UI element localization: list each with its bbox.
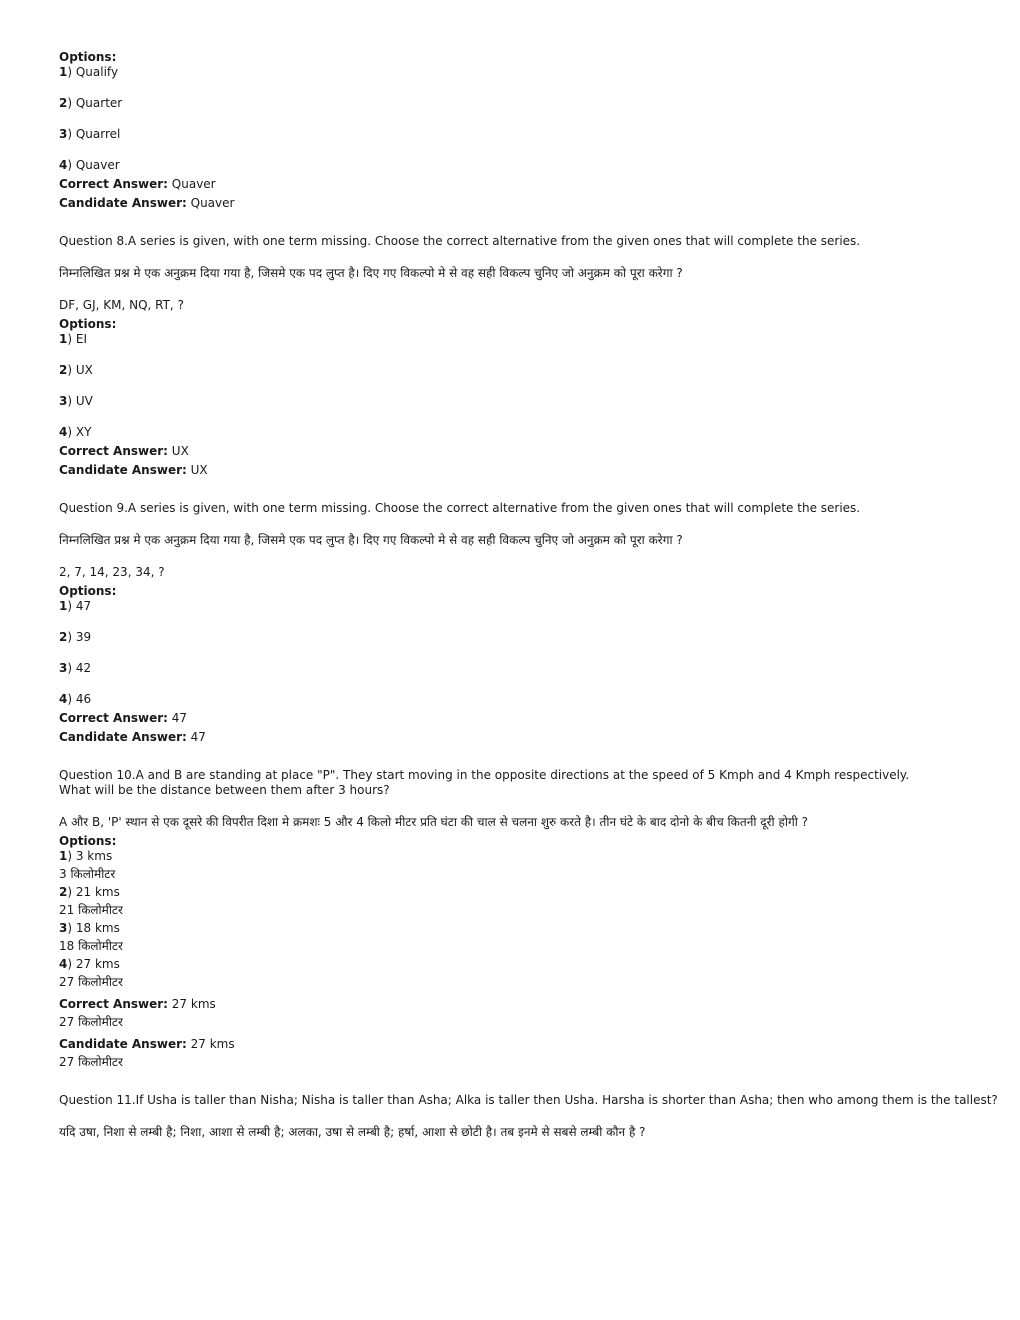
q9-option-2: 2) 39 [59, 630, 92, 644]
q7-candidate-answer: Candidate Answer: Quaver [59, 196, 235, 210]
q8-series: DF, GJ, KM, NQ, RT, ? [59, 298, 184, 312]
q10-correct-answer: Correct Answer: 27 kms [59, 997, 216, 1011]
q9-options-label: Options: [59, 584, 117, 598]
q8-question-hindi: निम्नलिखित प्रश्न मे एक अनुक्रम दिया गया है, जिसमे एक पद लुप्त है। दिए गए विकल्पो मे से वह सही विकल्प चुनिए जो अनुक्रम को पूरा करेगा ? [59, 266, 683, 280]
q10-candidate-answer-hindi: 27 किलोमीटर [59, 1055, 123, 1069]
q8-option-3: 3) UV [59, 394, 93, 408]
q10-correct-answer-hindi: 27 किलोमीटर [59, 1015, 123, 1029]
q11-question-hindi: यदि उषा, निशा से लम्बी है; निशा, आशा से लम्बी है; अलका, उषा से लम्बी है; हर्षा, आशा से छोटी है। तब इनमे से सबसे लम्बी कौन है ? [59, 1125, 646, 1139]
q9-series: 2, 7, 14, 23, 34, ? [59, 565, 165, 579]
q7-option-1: 1) Qualify [59, 65, 119, 79]
q9-candidate-answer: Candidate Answer: 47 [59, 730, 206, 744]
q7-options-label: Options: [59, 50, 117, 64]
q7-option-3: 3) Quarrel [59, 127, 121, 141]
q8-option-1: 1) EI [59, 332, 87, 346]
q10-options-label: Options: [59, 834, 117, 848]
document-page [59, 50, 998, 1140]
q7-correct-answer: Correct Answer: Quaver [59, 177, 216, 191]
q10-candidate-answer: Candidate Answer: 27 kms [59, 1037, 235, 1051]
q8-question: Question 8.A series is given, with one term missing. Choose the correct alternative from the given ones that will complete the series. [59, 234, 861, 248]
q8-option-2: 2) UX [59, 363, 93, 377]
q10-option-3: 3) 18 kms [59, 921, 120, 935]
q10-option-1: 1) 3 kms [59, 849, 113, 863]
q10-option-1-hindi: 3 किलोमीटर [59, 867, 116, 881]
q9-question: Question 9.A series is given, with one term missing. Choose the correct alternative from the given ones that will complete the series. [59, 501, 861, 515]
q8-option-4: 4) XY [59, 425, 92, 439]
q9-question-hindi: निम्नलिखित प्रश्न मे एक अनुक्रम दिया गया है, जिसमे एक पद लुप्त है। दिए गए विकल्पो मे से वह सही विकल्प चुनिए जो अनुक्रम को पूरा करेगा ? [59, 533, 683, 547]
q10-option-4-hindi: 27 किलोमीटर [59, 975, 123, 989]
q10-option-4: 4) 27 kms [59, 957, 120, 971]
q10-question: Question 10.A and B are standing at place "P". They start moving in the opposite directions at the speed of 5 Kmph and 4 Kmph respectively. What will be the distance between them after 3 hours? [59, 768, 910, 797]
q9-option-1: 1) 47 [59, 599, 92, 613]
q11-question: Question 11.If Usha is taller than Nisha; Nisha is taller than Asha; Alka is taller then Usha. Harsha is shorter than Asha; then who among them is the tallest? [59, 1093, 998, 1107]
q9-option-3: 3) 42 [59, 661, 92, 675]
q10-option-2-hindi: 21 किलोमीटर [59, 903, 123, 917]
q8-options-label: Options: [59, 317, 117, 331]
q10-option-3-hindi: 18 किलोमीटर [59, 939, 123, 953]
q10-question-hindi: A और B, 'P' स्थान से एक दूसरे की विपरीत दिशा मे क्रमशः 5 और 4 किलो मीटर प्रति घंटा की चाल से चलना शुरु करते है। तीन घंटे के बाद दोनो के बीच कितनी दूरी होगी ? [59, 815, 809, 829]
q9-option-4: 4) 46 [59, 692, 92, 706]
q8-candidate-answer: Candidate Answer: UX [59, 463, 208, 477]
q8-correct-answer: Correct Answer: UX [59, 444, 189, 458]
q9-correct-answer: Correct Answer: 47 [59, 711, 188, 725]
q7-option-2: 2) Quarter [59, 96, 123, 110]
q10-option-2: 2) 21 kms [59, 885, 120, 899]
q7-option-4: 4) Quaver [59, 158, 120, 172]
